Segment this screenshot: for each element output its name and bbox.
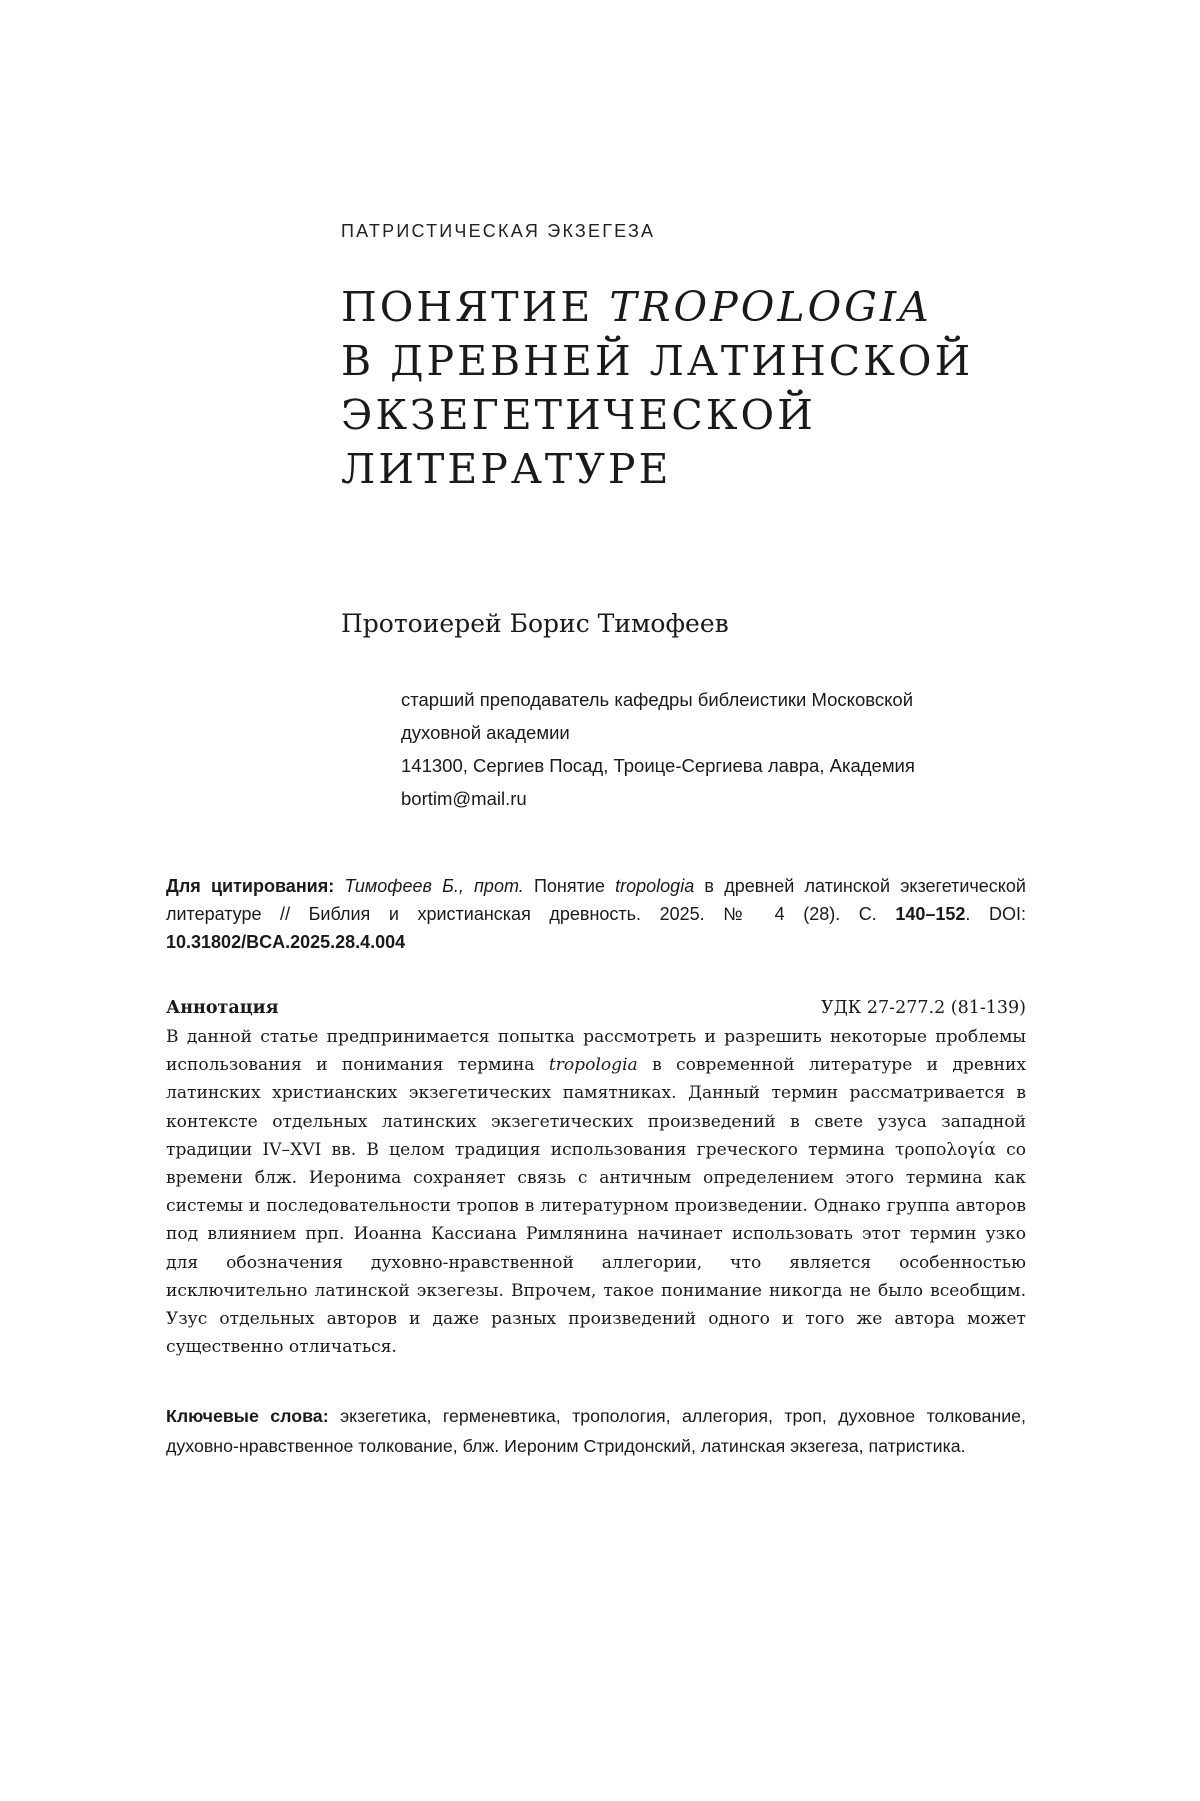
abstract-label: Аннотация [166,998,279,1018]
title-prefix: ПОНЯТИЕ [341,283,610,331]
citation-author: Тимофеев Б., прот. [344,876,524,896]
citation-label: Для цитирования: [166,876,335,896]
position-line-2: духовной академии [401,722,570,743]
doi-value: 10.31802/BCA.2025.28.4.004 [166,932,406,952]
abstract-text-start: В данной статье предпринимается попытка рассмотреть и разрешить некоторые проблемы использования и понимания термина [166,1027,1026,1076]
title-line-3: ЭКЗЕГЕТИЧЕСКОЙ [341,391,816,439]
article-title [341,280,973,496]
title-term: TROPOLOGIA [609,283,932,331]
citation-text-rest: в древней латинской экзегетической литературе // Библия и христианская древность. 2025. № 4 (28). С. [166,876,1026,924]
citation-term: tropologia [615,876,695,896]
title-line-1 [341,280,973,334]
abstract-text-rest: в современной литературе и древних латинских христианских экзегетических памятниках. Данный термин рассматривается в контексте отдельных латинских экзегетических произведений в свете узуса западной традиции IV–XVI вв. В целом традиция использования греческого термина τροπολογία со времени блж. Иеронима сохраняет связь с античным определением этого термина как системы и последовательности тропов в литературном произведении. Однако группа авторов под влиянием прп. Иоанна Кассиана Римлянина начинает использовать этот термин узко для обозначения духовно-нравственной аллегории, что является особенностью исключительно латинской экзегезы. Впрочем, такое понимание никогда не было всеобщим. Узус отдельных авторов и даже разных произведений одного и того же автора может существенно отличаться. [166,1055,1026,1358]
doi-label: . DOI: [965,904,1026,924]
abstract-text [166,1023,1026,1361]
author-affiliation [401,683,915,815]
citation-block [166,872,1026,956]
email-address: bortim@mail.ru [401,788,527,809]
udc-code: УДК 27-277.2 (81-139) [820,998,1026,1018]
author-name: Протоиерей Борис Тимофеев [341,609,729,638]
section-label: ПАТРИСТИЧЕСКАЯ ЭКЗЕГЕЗА [341,221,656,241]
position-line-1: старший преподаватель кафедры библеистики Московской [401,689,914,710]
citation-pages: 140–152 [895,904,966,924]
abstract-term: tropologia [548,1055,638,1076]
citation-text-start: Понятие [533,876,605,896]
postal-address: 141300, Сергиев Посад, Троице-Сергиева лавра, Академия [401,755,915,776]
title-line-4: ЛИТЕРАТУРЕ [341,445,672,493]
keywords-list: экзегетика, герменевтика, тропология, аллегория, троп, духовное толкование, духовно-нравственное толкование, блж. Иероним Стридонский, латинская экзегеза, патристика. [166,1406,1026,1456]
keywords-block [166,1401,1026,1461]
title-line-2: В ДРЕВНЕЙ ЛАТИНСКОЙ [341,337,974,385]
abstract-header [166,995,1026,1022]
keywords-label: Ключевые слова: [166,1406,329,1426]
